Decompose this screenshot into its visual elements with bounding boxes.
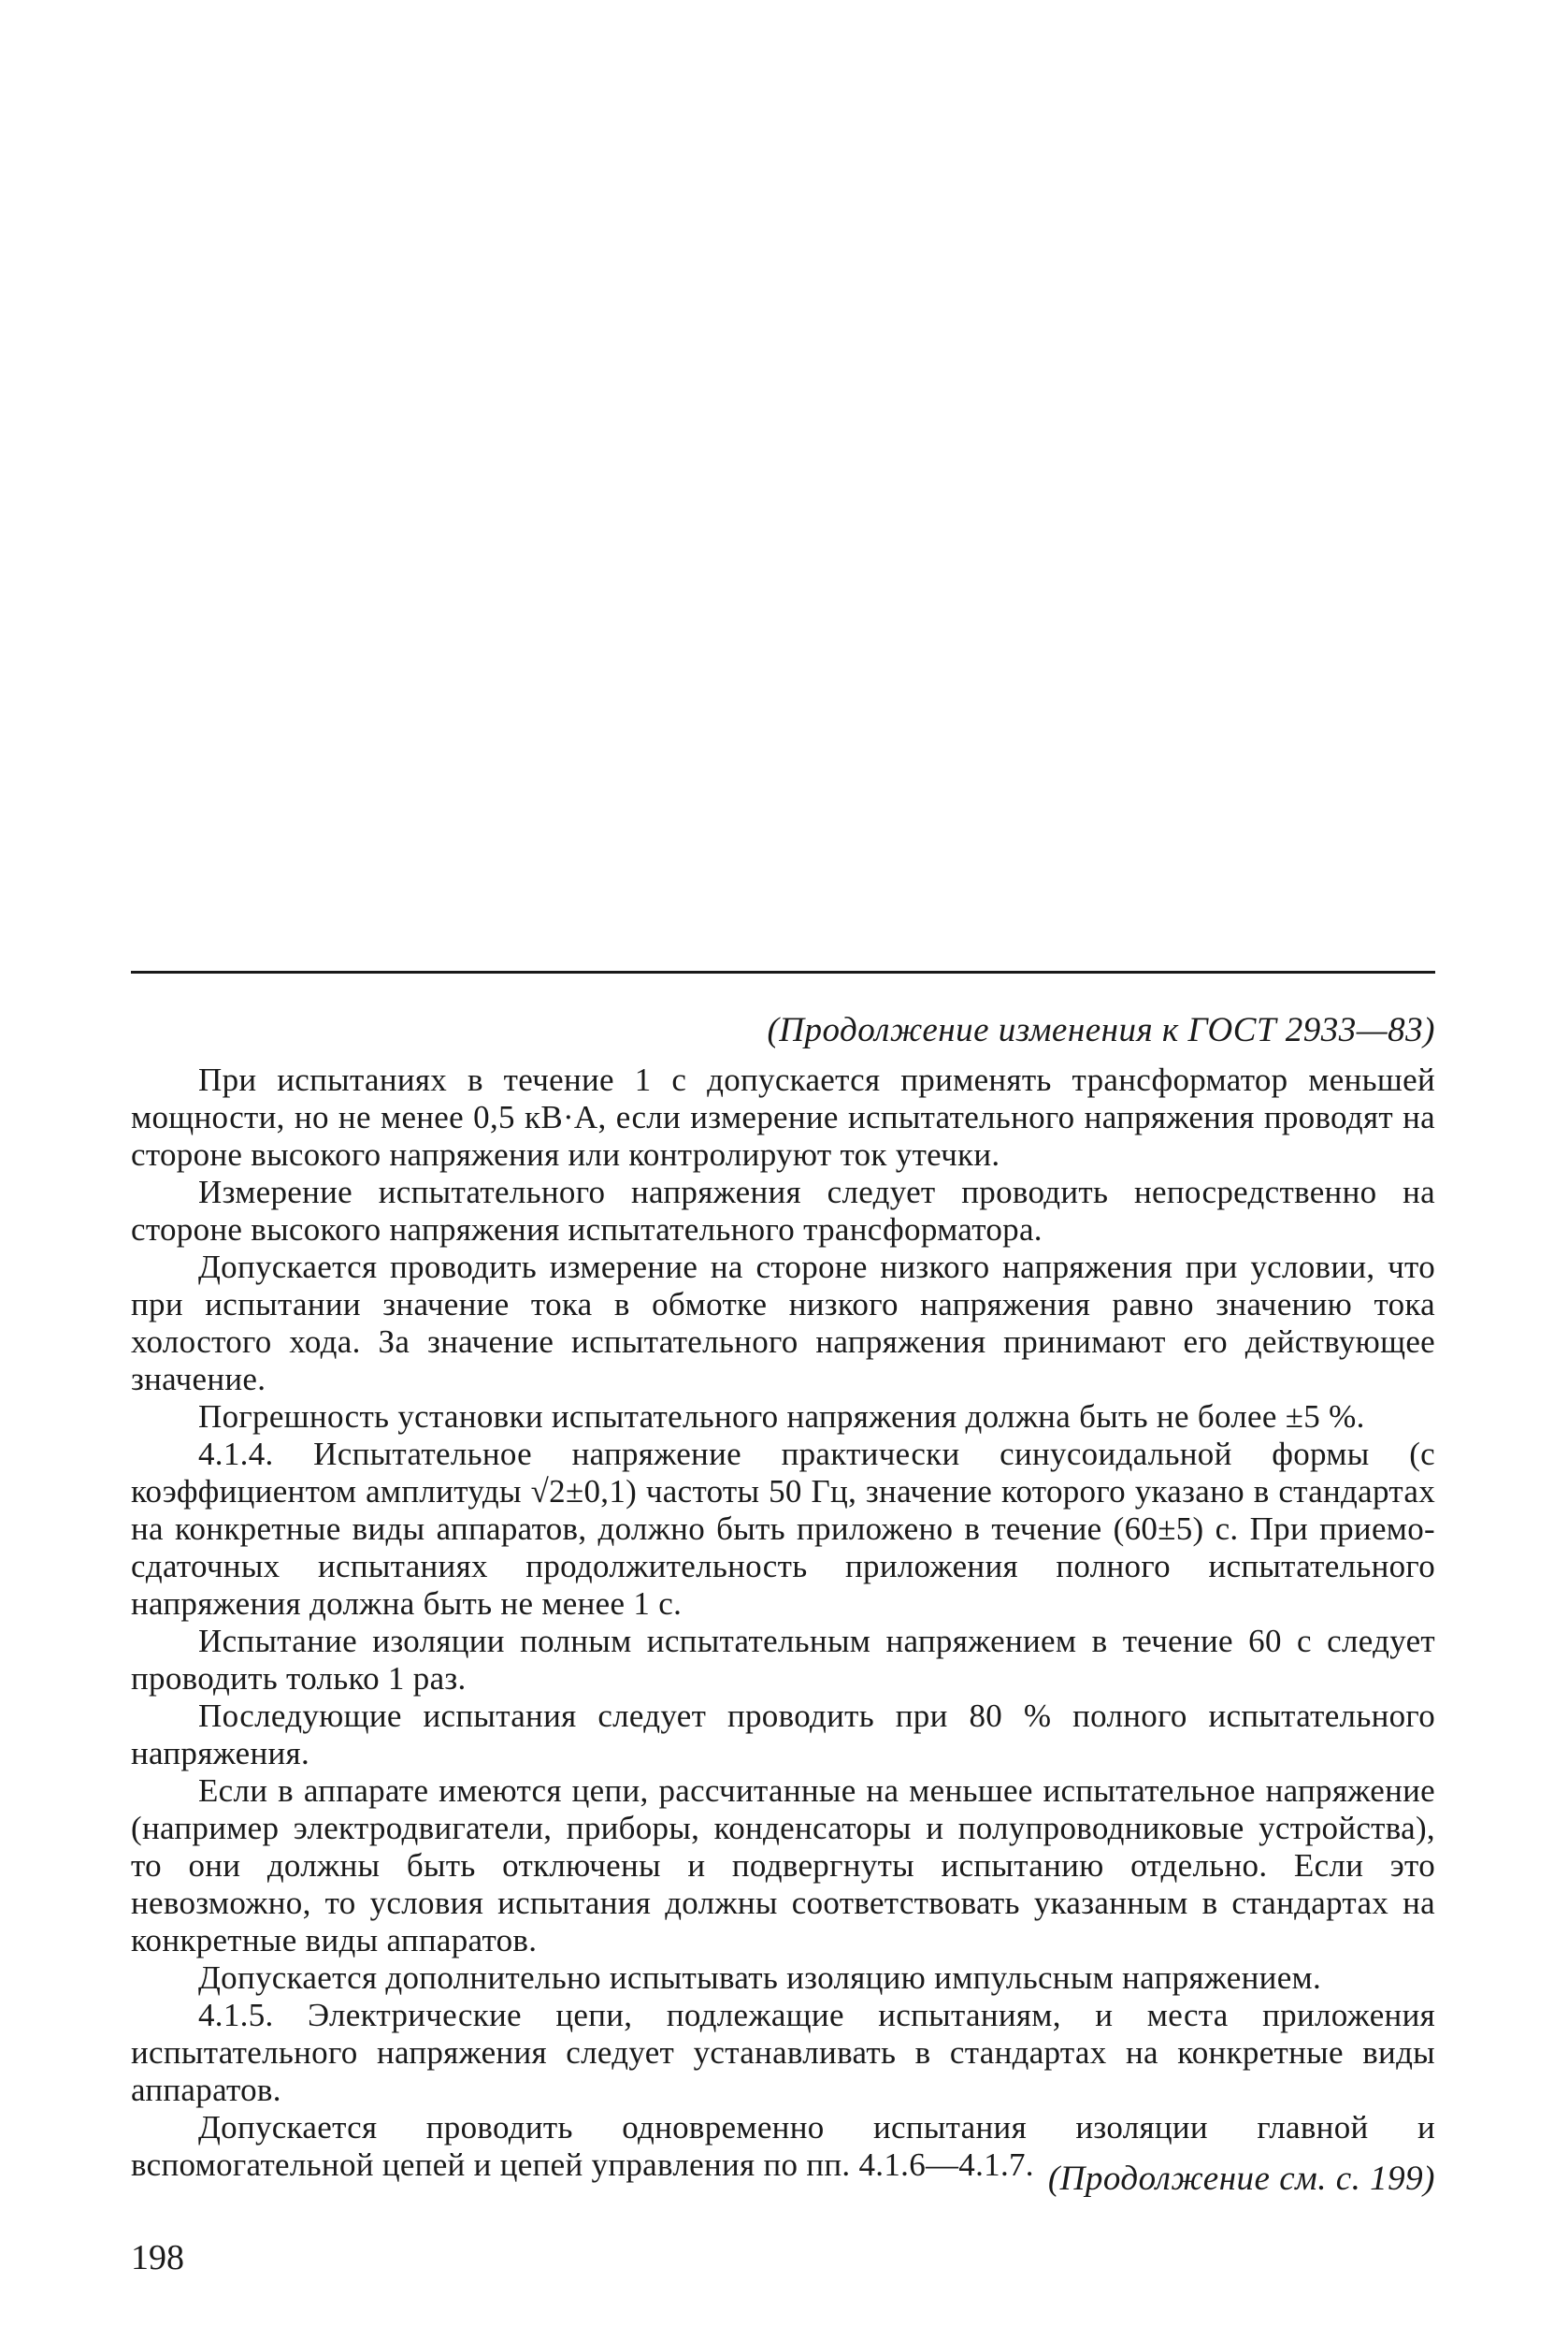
paragraph: 4.1.4. Испытательное напряжение практически синусоидальной формы (с коэффициентом амплитуды √2±0,1) частоты 50 Гц, значение которого указано в стандартах на конкретные виды аппаратов, должно быть приложено в течение (60±5) с. При приемо-сдаточных испытаниях продолжительность приложения полного испытательного напряжения должна быть не менее 1 с.	[131, 1436, 1435, 1622]
paragraph: При испытаниях в течение 1 с допускается применять трансформатор меньшей мощности, но не менее 0,5 кВ·А, если измерение испытательного напряжения проводят на стороне высокого напряжения или контролируют ток утечки.	[131, 1062, 1435, 1173]
paragraph: Погрешность установки испытательного напряжения должна быть не более ±5 %.	[198, 1398, 1365, 1435]
paragraph: Измерение испытательного напряжения следует проводить непосредственно на стороне высокого напряжения испытательного трансформатора.	[131, 1174, 1435, 1248]
paragraph: Испытание изоляции полным испытательным напряжением в течение 60 с следует проводить только 1 раз.	[131, 1623, 1435, 1697]
body-text	[131, 1062, 1435, 2184]
continuation-header: (Продолжение изменения к ГОСТ 2933—83)	[767, 1011, 1435, 1049]
paragraph: Допускается проводить одновременно испытания изоляции главной и вспомогательной цепей и цепей управления по пп. 4.1.6—4.1.7.	[131, 2109, 1435, 2183]
continuation-footer: (Продолжение см. с. 199)	[1047, 2160, 1435, 2198]
page-number: 198	[131, 2238, 184, 2277]
paragraph: Допускается дополнительно испытывать изоляцию импульсным напряжением.	[198, 1959, 1322, 1996]
paragraph: 4.1.5. Электрические цепи, подлежащие испытаниям, и места приложения испытательного напряжения следует устанавливать в стандартах на конкретные виды аппаратов.	[131, 1997, 1435, 2108]
header-divider	[131, 971, 1435, 974]
paragraph: Если в аппарате имеются цепи, рассчитанные на меньшее испытательное напряжение (например электродвигатели, приборы, конденсаторы и полупроводниковые устройства), то они должны быть отключены и подвергнуты испытанию отдельно. Если это невозможно, то условия испытания должны соответствовать указанным в стандартах на конкретные виды аппаратов.	[131, 1772, 1435, 1958]
paragraph: Последующие испытания следует проводить при 80 % полного испытательного напряжения.	[131, 1698, 1435, 1771]
paragraph: Допускается проводить измерение на стороне низкого напряжения при условии, что при испытании значение тока в обмотке низкого напряжения равно значению тока холостого хода. За значение испытательного напряжения принимают его действующее значение.	[131, 1249, 1435, 1397]
